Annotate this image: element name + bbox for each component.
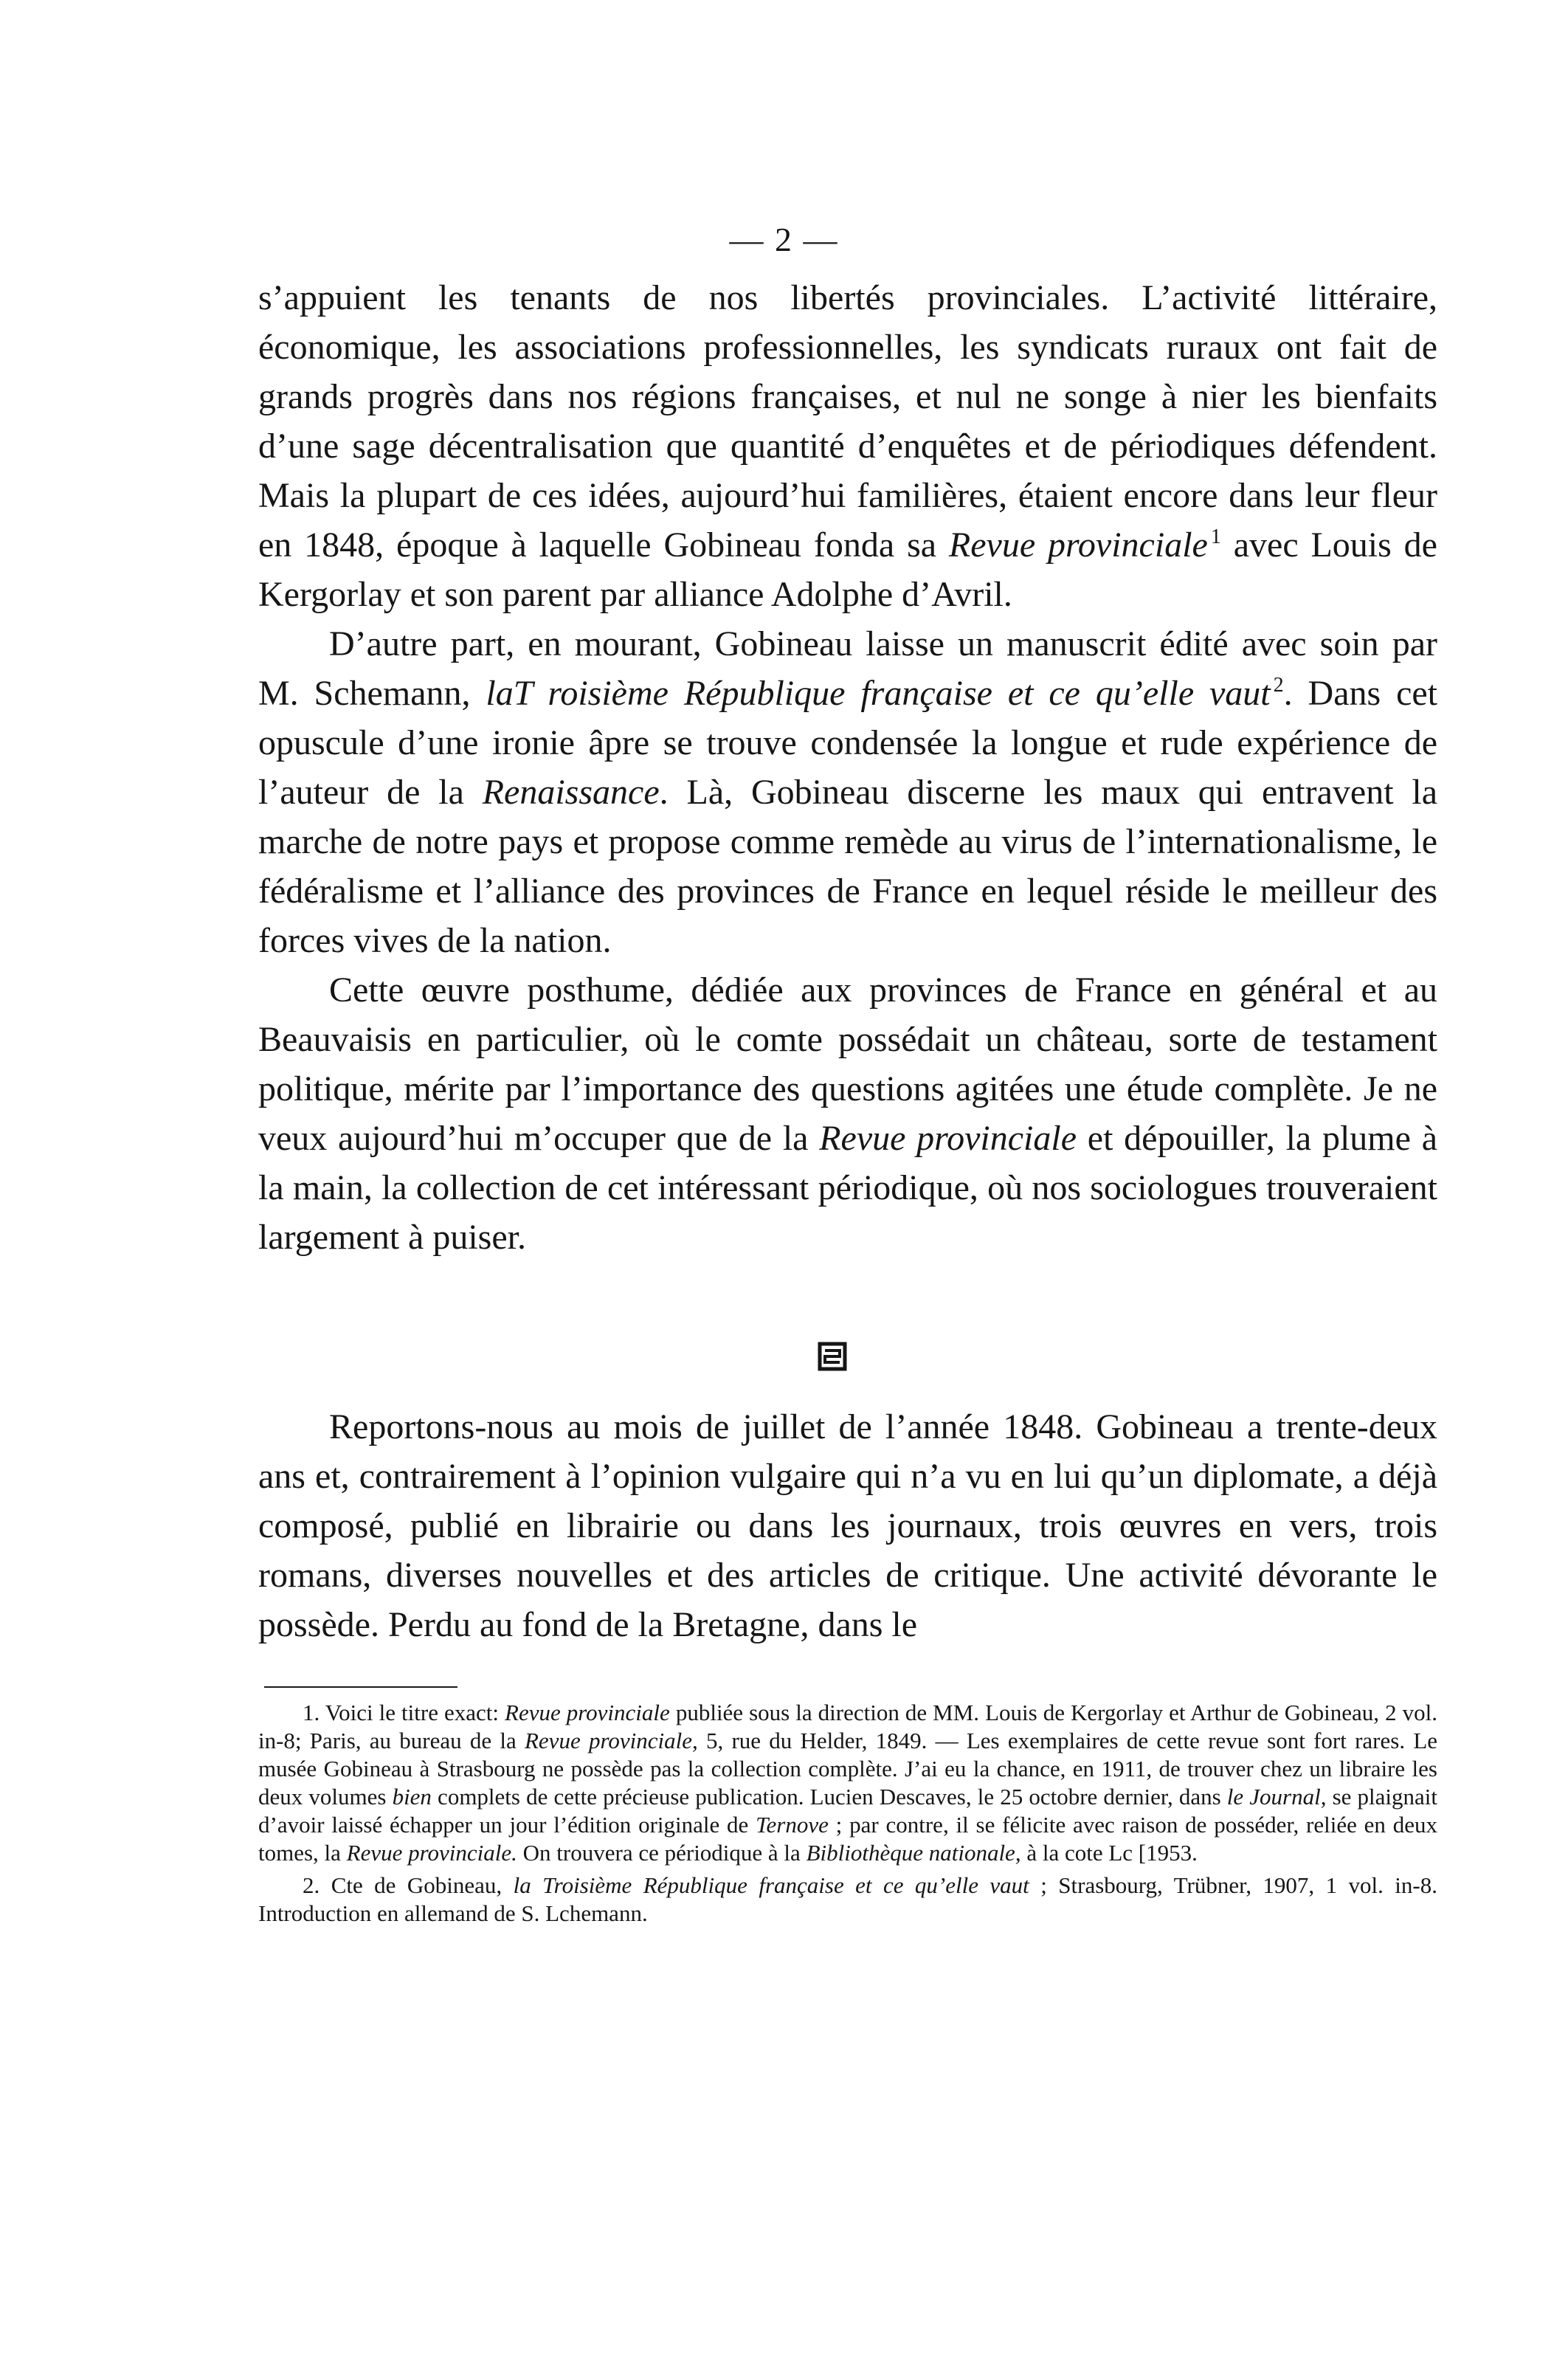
paragraph-2-text: D’autre part, en mourant, Gobineau laisse un manuscrit édité avec soin par M. Schemann, <box>258 624 1437 713</box>
footnote-1-italic: bien <box>392 1784 432 1810</box>
paragraph-2-tail: . Là, Gobineau discerne les maux qui entravent la marche de notre pays et propose comme remède au virus de l’internationalisme, le fédéralisme et l’alliance des provinces de France en lequel réside le meilleur des forces vives de la nation. <box>258 773 1438 960</box>
footnote-2 <box>258 1872 1437 1928</box>
footnote-1-text: à la cote Lc [1953. <box>1020 1840 1198 1866</box>
footnote-2-text: ; Strasbourg, Trübner, 1907, 1 vol. in-8. Introduction en allemand de S. Lchemann. <box>258 1872 1437 1926</box>
footnote-2-italic: la Troisième République française et ce qu’elle vaut <box>513 1872 1029 1898</box>
section-ornament-icon <box>818 1342 847 1371</box>
footnote-1-text: 5, rue du Helder, 1849. — Les exemplaires de cette revue sont fort rares. Le musée Gobineau à Strasbourg ne possède pas la collection complète. J’ai eu la chance, en 1911, de trouver chez un libraire les deux volumes <box>258 1728 1438 1810</box>
footnote-1-text: On trouvera ce périodique à la <box>517 1840 807 1866</box>
footnote-1-text: publiée sous la direction de MM. Louis de Kergorlay et Arthur de Gobineau, 2 vol. in-8; Paris, au bureau de la <box>258 1700 1437 1753</box>
paragraph-3-text: Cette œuvre posthume, dédiée aux provinces de France en général et au Beauvaisis en particulier, où le comte possédait un château, sorte de testament politique, mérite par l’importance des questions agitées une étude complète. Je ne veux aujourd’hui m’occuper que de la <box>258 970 1437 1158</box>
footnote-1-italic: Revue provinciale. <box>346 1840 517 1866</box>
paragraph-1-tail: avec Louis de Kergorlay et son parent par alliance Adolphe d’Avril. <box>258 525 1437 614</box>
paragraph-1-text: s’appuient les tenants de nos libertés provinciales. L’activité littéraire, économique, les associations professionnelles, les syndicats ruraux ont fait de grands progrès dans nos régions françaises, et nul ne songe à nier les bienfaits d’une sage décentralisation que quantité d’enquêtes et de périodiques défendent. Mais la plupart de ces idées, aujourd’hui familières, étaient encore dans leur fleur en 1848, époque à laquelle Gobineau fonda sa <box>258 278 1437 565</box>
page-number: — 2 — <box>729 221 839 258</box>
section-2-text <box>258 1402 1437 1649</box>
paragraph-1-title: Revue provinciale <box>948 525 1208 565</box>
paragraph-2-mid: . Dans cet opuscule d’une ironie âpre se trouve condensée la longue et rude expérience de l’auteur de la <box>258 674 1438 812</box>
paragraph-1 <box>258 273 1437 619</box>
paragraph-2-title: laT roisième République française et ce qu’elle vaut <box>486 674 1271 713</box>
footnote-ref-2[interactable]: 2 <box>1273 674 1284 697</box>
footnote-1-italic: Revue provinciale, <box>524 1728 698 1753</box>
footnote-1-italic: Bibliothèque nationale, <box>806 1840 1021 1866</box>
footnote-1-italic: le Journal, <box>1226 1784 1327 1810</box>
main-text <box>258 273 1437 1262</box>
paragraph-2 <box>258 619 1437 965</box>
paragraph-4: Reportons-nous au mois de juillet de l’année 1848. Gobineau a trente-deux ans et, contrairement à l’opinion vulgaire qui n’a vu en lui qu’un diplomate, a déjà composé, publié en librairie ou dans les journaux, trois œuvres en vers, trois romans, diverses nouvelles et des articles de critique. Une activité dévorante le possède. Perdu au fond de la Bretagne, dans le <box>258 1407 1437 1644</box>
footnotes <box>258 1699 1437 1928</box>
paragraph-3-tail: et dépouiller, la plume à la main, la collection de cet intéressant périodique, où nos sociologues trouveraient largement à puiser. <box>258 1119 1437 1257</box>
footnote-1-text: complets de cette précieuse publication. Lucien Descaves, le 25 octobre dernier, dans <box>431 1784 1227 1810</box>
footnote-1-italic: Revue provinciale <box>505 1700 670 1725</box>
footnote-1-text: se plaignait d’avoir laissé échapper un jour l’édition originale de <box>258 1784 1438 1838</box>
footnote-ref-1[interactable]: 1 <box>1210 525 1221 548</box>
paragraph-3 <box>258 965 1437 1262</box>
footnote-2-text: 2. Cte de Gobineau, <box>303 1872 514 1898</box>
paragraph-3-title: Revue provinciale <box>819 1119 1077 1158</box>
footnote-1-italic: Ternove <box>756 1812 829 1838</box>
footnote-1-text: 1. Voici le titre exact: <box>303 1700 505 1725</box>
footnote-divider <box>264 1686 457 1688</box>
footnote-1-text: ; par contre, il se félicite avec raison de posséder, reliée en deux tomes, la <box>258 1812 1437 1866</box>
footnote-1 <box>258 1699 1437 1867</box>
paragraph-2-title-2: Renaissance <box>482 773 660 812</box>
